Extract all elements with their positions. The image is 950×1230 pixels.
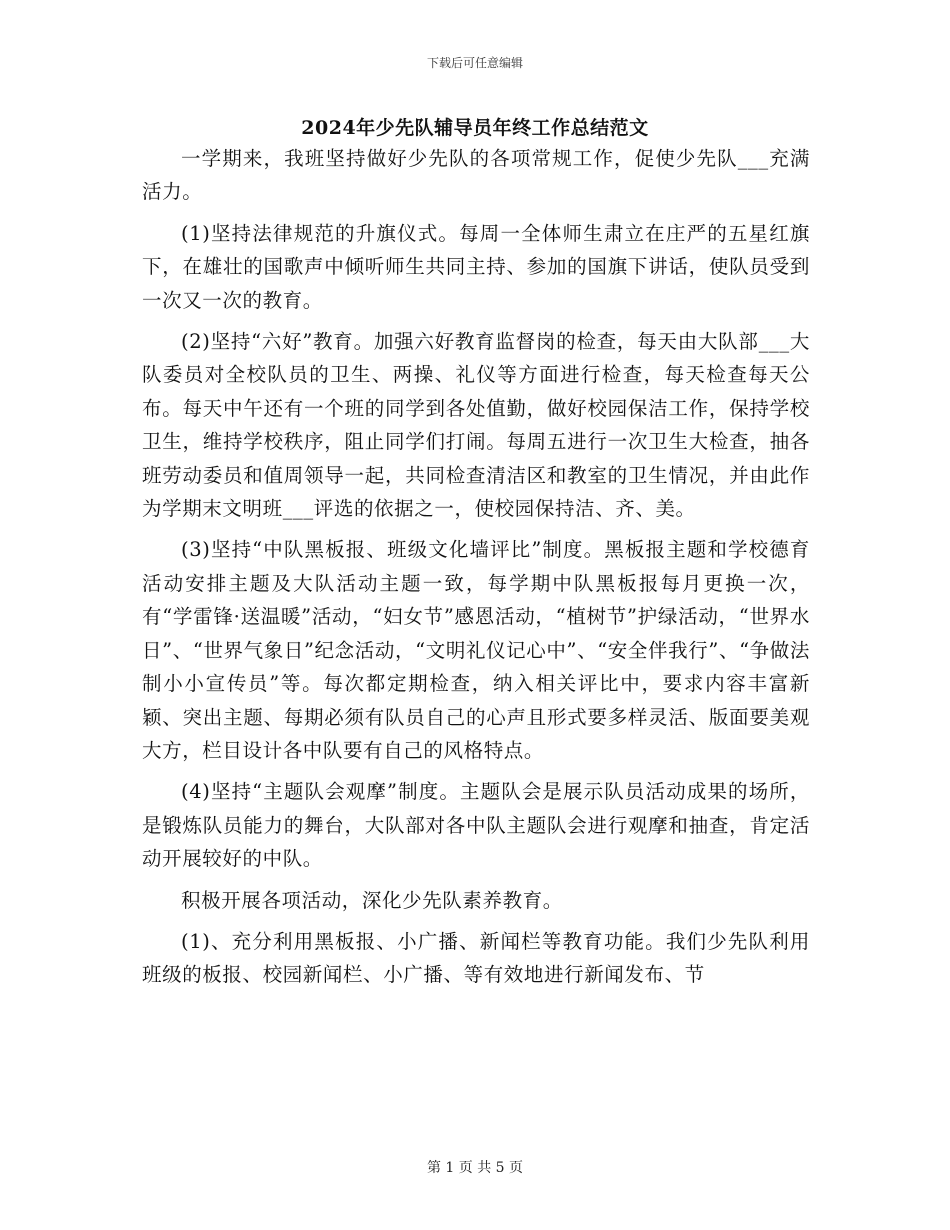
paragraph-activities: 积极开展各项活动，深化少先队素养教育。 xyxy=(181,888,563,912)
document-body xyxy=(142,142,810,1000)
document-title: 2024年少先队辅导员年终工作总结范文 xyxy=(301,117,649,139)
page-number: 第 1 页 共 5 页 xyxy=(426,1160,524,1176)
paragraph-media: (1)、充分利用黑板报、小广播、新闻栏等教育功能。我们少先队利用班级的板报、校园新闻栏、小广播、等有效地进行新闻发布、节 xyxy=(142,929,810,987)
paragraph-intro: 一学期来，我班坚持做好少先队的各项常规工作，促使少先队___充满活力。 xyxy=(142,147,810,204)
paragraph-theme-meeting: (4)坚持“主题队会观摩”制度。主题队会是展示队员活动成果的场所，是锻炼队员能力的舞台，大队部对各中队主题队会进行观摩和抽查，肯定活动开展较好的中队。 xyxy=(142,780,810,871)
header-note: 下载后可任意编辑 xyxy=(426,56,523,70)
paragraph-blackboard: (3)坚持“中队黑板报、班级文化墙评比”制度。黑板报主题和学校德育活动安排主题及大队活动主题一致，每学期中队黑板报每月更换一次，有“学雷锋·送温暖”活动，“妇女节”感恩活动，“植树节”护绿活动，“世界水日”、“世界气象日”纪念活动，“文明礼仪记心中”、“安全伴我行”、“争做法制小小宣传员”等。每次都定期检查，纳入相关评比中，要求内容丰富新颖、突出主题、每期必须有队员自己的心声且形式要多样灵活、版面要美观大方，栏目设计各中队要有自己的风格特点。 xyxy=(142,538,810,762)
paragraph-flag-ceremony: (1)坚持法律规范的升旗仪式。每周一全体师生肃立在庄严的五星红旗下，在雄壮的国歌声中倾听师生共同主持、参加的国旗下讲话，使队员受到一次又一次的教育。 xyxy=(142,221,810,312)
paragraph-six-good: (2)坚持“六好”教育。加强六好教育监督岗的检查，每天由大队部___大队委员对全校队员的卫生、两操、礼仪等方面进行检查，每天检查每天公布。每天中午还有一个班的同学到各处值勤，做好校园保洁工作，保持学校卫生，维持学校秩序，阻止同学们打闹。每周五进行一次卫生大检查，抽各班劳动委员和值周领导一起，共同检查清洁区和教室的卫生情况，并由此作为学期末文明班___评选的依据之一，使校园保持洁、齐、美。 xyxy=(142,330,810,521)
